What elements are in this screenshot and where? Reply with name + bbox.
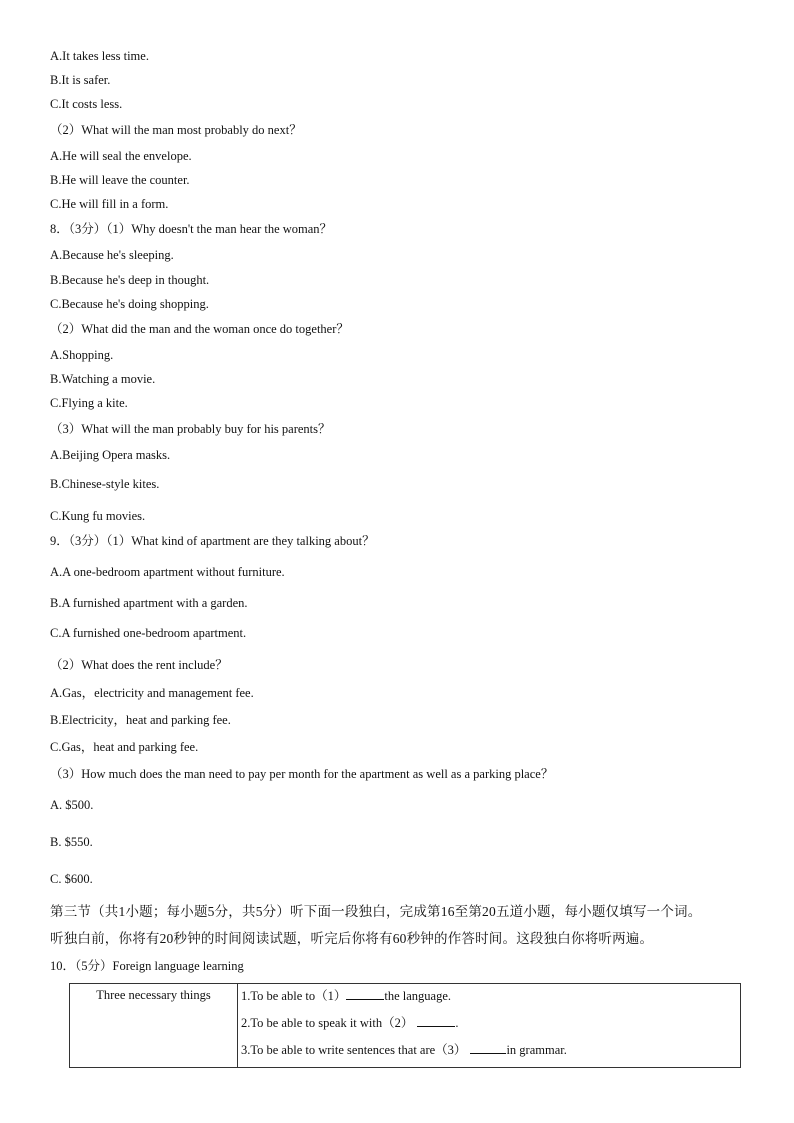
text-line: A.Because he's sleeping. — [50, 248, 174, 262]
answer-blank-2[interactable] — [417, 1015, 455, 1027]
text-line: C.Flying a kite. — [50, 396, 128, 410]
text-line: B.Electricity，heat and parking fee. — [50, 713, 231, 727]
text-line: A.He will seal the envelope. — [50, 149, 192, 163]
text-line: C. $600. — [50, 872, 93, 886]
text-line: C.Gas，heat and parking fee. — [50, 740, 199, 754]
text-line: C.He will fill in a form. — [50, 197, 169, 211]
text-line: A. $500. — [50, 798, 94, 812]
answer-blank-3[interactable] — [470, 1042, 506, 1054]
text-line: C.Kung fu movies. — [50, 509, 146, 523]
text-line: B.Chinese-style kites. — [50, 477, 160, 491]
answer-blank-1[interactable] — [346, 988, 384, 1000]
table-row — [241, 984, 740, 1011]
section-instruction-line-1: 第三节（共1小题；每小题5分，共5分）听下面一段独白，完成第16至第20五道小题，每小题仅填写一个词。 — [50, 904, 702, 919]
table-row — [241, 1038, 740, 1065]
text-line: （3）What will the man probably buy for his parents？ — [50, 422, 331, 436]
text-line: B.A furnished apartment with a garden. — [50, 596, 248, 610]
text-line: A.Shopping. — [50, 348, 114, 362]
text-line: B.It is safer. — [50, 73, 111, 87]
item-text-before: 2.To be able to speak it with（2） — [241, 1016, 414, 1030]
text-line: （2）What did the man and the woman once do together？ — [50, 322, 349, 336]
text-line: C.It costs less. — [50, 97, 123, 111]
item-text-after: in grammar. — [506, 1043, 567, 1057]
text-line: （3）How much does the man need to pay per month for the apartment as well as a parking place？ — [50, 767, 554, 781]
text-line: C.Because he's doing shopping. — [50, 297, 209, 311]
text-line: B.He will leave the counter. — [50, 173, 190, 187]
fill-in-table — [69, 983, 741, 1068]
text-line: （2）What does the rent include？ — [50, 658, 228, 672]
text-line: 9．（3分）（1）What kind of apartment are they talking about？ — [50, 534, 375, 548]
item-text-before: 1.To be able to（1） — [241, 989, 347, 1003]
text-line: C.A furnished one-bedroom apartment. — [50, 626, 247, 640]
text-line: B.Because he's deep in thought. — [50, 273, 210, 287]
question-10-title: 10．（5分）Foreign language learning — [50, 959, 244, 973]
text-line: 8．（3分）（1）Why doesn't the man hear the woman？ — [50, 222, 333, 236]
text-line: A.It takes less time. — [50, 49, 149, 63]
table-row-header: Three necessary things — [70, 984, 238, 1068]
table-items-cell — [238, 984, 741, 1068]
item-text-after: . — [455, 1016, 459, 1030]
item-text-before: 3.To be able to write sentences that are（3） — [241, 1043, 467, 1057]
text-line: B. $550. — [50, 835, 93, 849]
text-line: A.Gas，electricity and management fee. — [50, 686, 254, 700]
item-text-after: the language. — [384, 989, 451, 1003]
text-line: B.Watching a movie. — [50, 372, 156, 386]
text-line: A.Beijing Opera masks. — [50, 448, 171, 462]
table-row — [241, 1011, 740, 1038]
text-line: （2）What will the man most probably do next？ — [50, 123, 302, 137]
section-instruction-line-2: 听独白前，你将有20秒钟的时间阅读试题，听完后你将有60秒钟的作答时间。这段独白你将听两遍。 — [50, 931, 654, 946]
text-line: A.A one-bedroom apartment without furniture. — [50, 565, 285, 579]
